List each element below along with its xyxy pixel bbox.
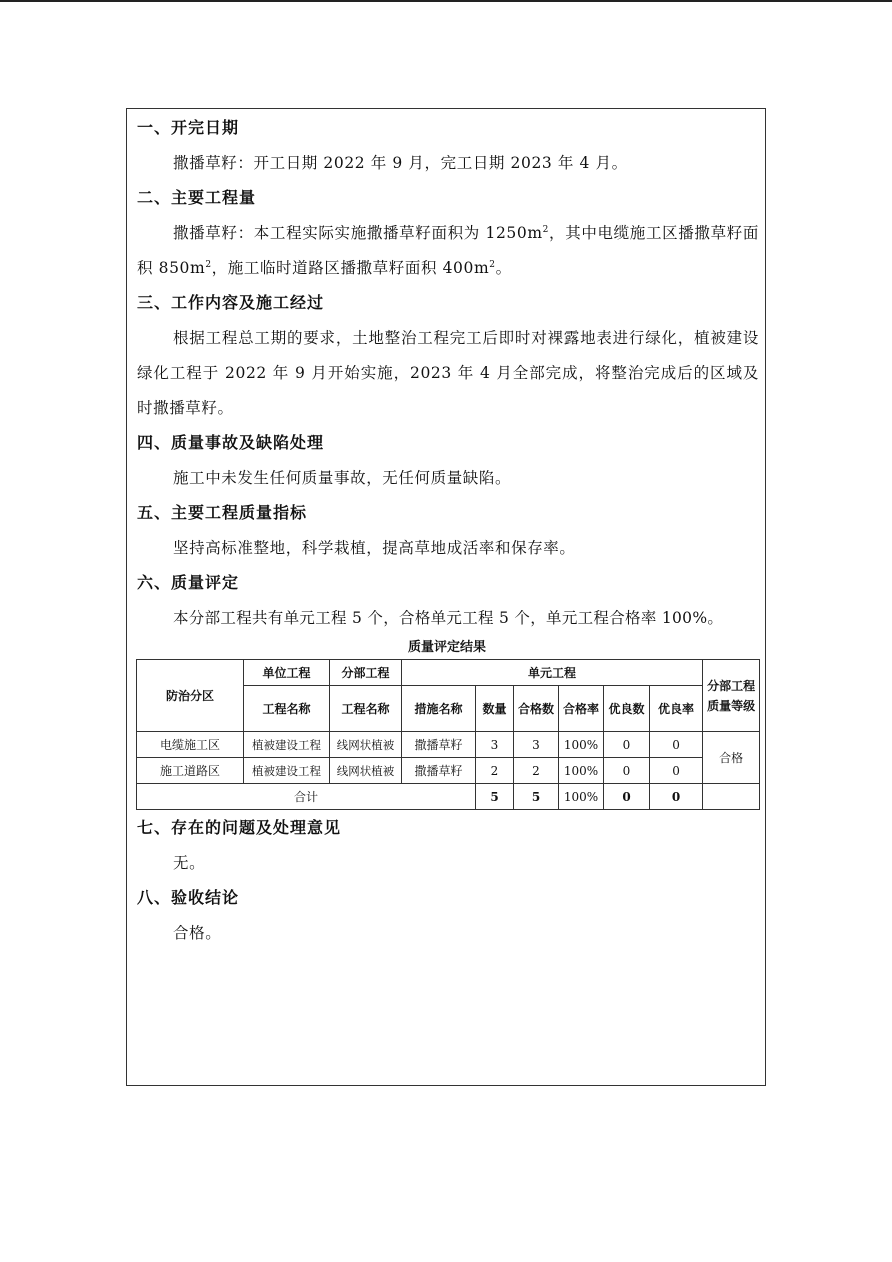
cell-sub: 线网状植被: [330, 732, 402, 758]
heading-work-content: 三、工作内容及施工经过: [137, 293, 325, 312]
cell-sub: 线网状植被: [330, 758, 402, 784]
cell-excellent-rate: 0: [650, 758, 703, 784]
cell-qualified: 3: [514, 732, 559, 758]
paragraph-quality-assessment: 本分部工程共有单元工程 5 个，合格单元工程 5 个，单元工程合格率 100%。: [173, 609, 724, 627]
cell-excellent: 0: [604, 732, 650, 758]
cell-unit: 植被建设工程: [244, 732, 330, 758]
report-frame: [126, 108, 766, 1086]
superscript-2: 2: [489, 260, 496, 270]
quantities-text-b: ，其中电缆施工区播撒草籽面积 850m: [137, 224, 759, 277]
total-qualified-rate: 100%: [559, 784, 604, 810]
cell-measure: 撒播草籽: [402, 732, 476, 758]
heading-quality-assessment: 六、质量评定: [137, 573, 240, 592]
paragraph-main-quantities: [137, 216, 759, 286]
header-sub-project: 分部工程: [330, 660, 402, 686]
table-row: [137, 758, 760, 784]
header-project-name: 工程名称: [244, 686, 330, 732]
cell-count: 2: [476, 758, 514, 784]
cell-qualified: 2: [514, 758, 559, 784]
table-total-row: [137, 784, 760, 810]
total-label: 合计: [137, 784, 476, 810]
paragraph-quality-accidents: 施工中未发生任何质量事故，无任何质量缺陷。: [173, 469, 512, 487]
header-excellent: 优良数: [604, 686, 650, 732]
total-excellent: 0: [604, 784, 650, 810]
total-grade-empty: [703, 784, 760, 810]
heading-acceptance-conclusion: 八、验收结论: [137, 888, 240, 907]
cell-zone: 电缆施工区: [137, 732, 244, 758]
header-unit-project: 单位工程: [244, 660, 330, 686]
cell-measure: 撒播草籽: [402, 758, 476, 784]
total-count: 5: [476, 784, 514, 810]
total-excellent-rate: 0: [650, 784, 703, 810]
superscript-2: 2: [205, 260, 212, 270]
heading-start-end-date: 一、开完日期: [137, 118, 240, 137]
header-excellent-rate: 优良率: [650, 686, 703, 732]
heading-quality-accidents: 四、质量事故及缺陷处理: [137, 433, 325, 452]
header-element-project: 单元工程: [402, 660, 703, 686]
cell-unit: 植被建设工程: [244, 758, 330, 784]
paragraph-acceptance-conclusion: 合格。: [173, 924, 222, 942]
quantities-text-c: ，施工临时道路区播撒草籽面积 400m: [211, 259, 490, 277]
header-count: 数量: [476, 686, 514, 732]
cell-zone: 施工道路区: [137, 758, 244, 784]
table-row: [137, 732, 760, 758]
top-rule: [0, 0, 892, 2]
superscript-2: 2: [542, 225, 549, 235]
header-qualified-rate: 合格率: [559, 686, 604, 732]
total-qualified: 5: [514, 784, 559, 810]
quantities-text-d: 。: [495, 259, 512, 277]
cell-grade: 合格: [703, 732, 760, 784]
quantities-text-a: 撒播草籽：本工程实际实施撒播草籽面积为 1250m: [173, 224, 543, 242]
header-qualified: 合格数: [514, 686, 559, 732]
paragraph-problems: 无。: [173, 854, 206, 872]
header-zone: 防治分区: [137, 660, 244, 732]
paragraph-start-end-date: 撒播草籽：开工日期 2022 年 9 月，完工日期 2023 年 4 月。: [173, 154, 628, 172]
quality-assessment-table: [136, 659, 760, 810]
cell-excellent: 0: [604, 758, 650, 784]
heading-problems: 七、存在的问题及处理意见: [137, 818, 342, 837]
header-sub-name: 工程名称: [330, 686, 402, 732]
heading-main-quantities: 二、主要工程量: [137, 188, 257, 207]
header-measure: 措施名称: [402, 686, 476, 732]
paragraph-work-content: 根据工程总工期的要求，土地整治工程完工后即时对裸露地表进行绿化，植被建设绿化工程于 2022 年 9 月开始实施，2023 年 4 月全部完成，将整治完成后的区域及时撒播草籽。: [137, 329, 759, 417]
table-caption: 质量评定结果: [407, 640, 486, 655]
cell-excellent-rate: 0: [650, 732, 703, 758]
paragraph-quality-indicators: 坚持高标准整地，科学栽植，提高草地成活率和保存率。: [173, 539, 576, 557]
cell-qualified-rate: 100%: [559, 758, 604, 784]
cell-qualified-rate: 100%: [559, 732, 604, 758]
cell-count: 3: [476, 732, 514, 758]
heading-quality-indicators: 五、主要工程质量指标: [137, 503, 308, 522]
header-grade: 分部工程质量等级: [703, 660, 760, 732]
